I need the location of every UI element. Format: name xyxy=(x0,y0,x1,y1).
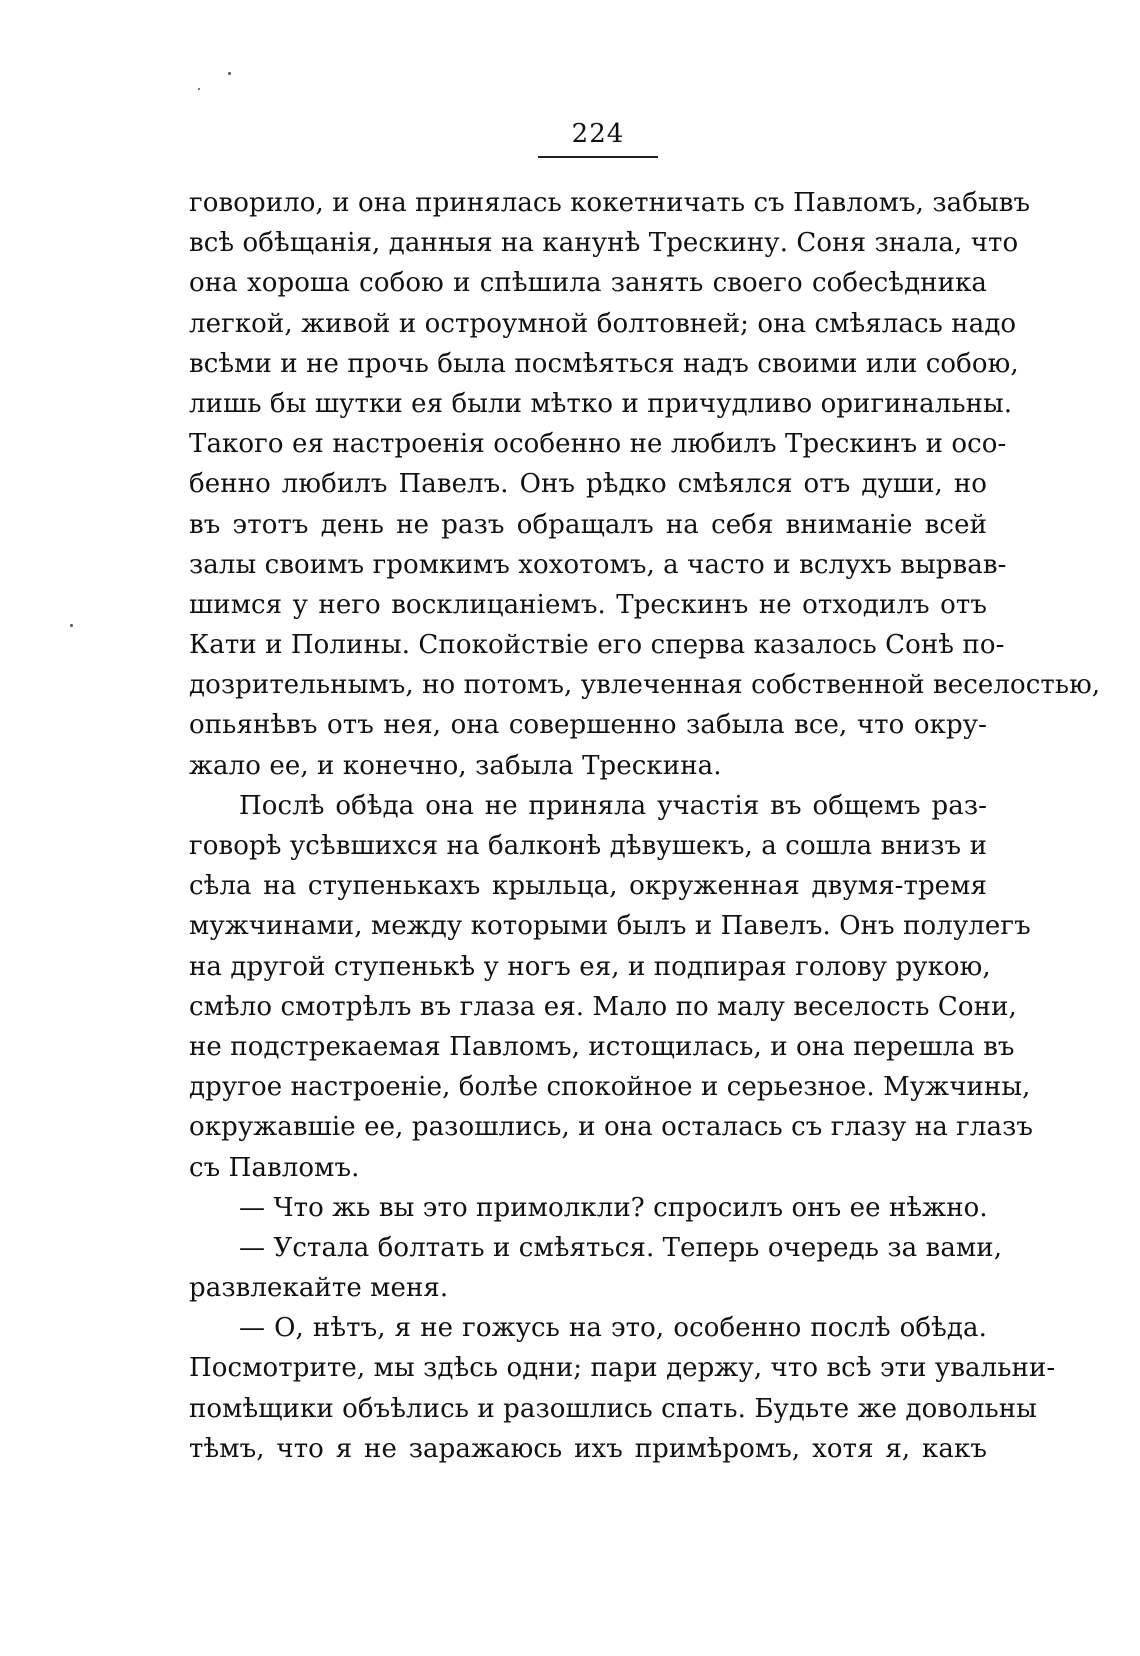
page-header xyxy=(535,118,661,158)
text-line: развлекайте меня. xyxy=(189,1273,449,1304)
text-line: — О, нѣтъ, я не гожусь на это, особенно послѣ обѣда. xyxy=(239,1313,987,1344)
text-line: сѣла на ступенькахъ крыльца, окруженная двумя-тремя xyxy=(189,871,987,902)
text-line: шимся у него восклицаніемъ. Трескинъ не отходилъ отъ xyxy=(189,589,987,620)
text-line: — Устала болтать и смѣяться. Теперь очередь за вами, xyxy=(239,1232,1003,1263)
text-line: опьянѣвъ отъ нея, она совершенно забыла все, что окру- xyxy=(189,710,987,741)
text-line: говорѣ усѣвшихся на балконѣ дѣвушекъ, а сошла внизъ и xyxy=(189,831,987,861)
page-number: 224 xyxy=(571,119,625,149)
text-line: Кати и Полины. Спокойствіе его сперва казалось Сонѣ по- xyxy=(189,630,1005,661)
header-rule xyxy=(538,156,658,158)
text-line: окружавшіе ее, разошлись, и она осталась съ глазу на глазъ xyxy=(189,1112,1034,1143)
text-line: помѣщики объѣлись и разошлись спать. Будьте же довольны xyxy=(189,1393,1037,1424)
text-line: легкой, живой и остроумной болтовней; она смѣялась надо xyxy=(189,308,1017,339)
text-line: съ Павломъ. xyxy=(189,1152,360,1183)
text-line: бенно любилъ Павелъ. Онъ рѣдко смѣялся отъ души, но xyxy=(189,469,987,500)
text-line: Такого ея настроенія особенно не любилъ Трескинъ и осо- xyxy=(189,429,1007,460)
text-line: смѣло смотрѣлъ въ глаза ея. Мало по малу веселость Сони, xyxy=(189,991,1017,1022)
text-line: не подстрекаемая Павломъ, истощилась, и она перешла въ xyxy=(189,1031,1015,1062)
text-line: жало ее, и конечно, забыла Трескина. xyxy=(189,750,722,781)
text-line: мужчинами, между которыми былъ и Павелъ. Онъ полулегъ xyxy=(189,911,1031,942)
text-line: въ этотъ день не разъ обращалъ на себя вниманіе всей xyxy=(189,509,987,540)
text-line: тѣмъ, что я не заражаюсь ихъ примѣромъ, хотя я, какъ xyxy=(189,1433,987,1464)
text-line: на другой ступенькѣ у ногъ ея, и подпирая голову рукою, xyxy=(189,951,991,982)
text-line: всѣ обѣщанія, данныя на канунѣ Трескину. Соня знала, что xyxy=(189,228,1019,259)
text-line: Посмотрите, мы здѣсь одни; пари держу, что всѣ эти увальни- xyxy=(189,1353,1056,1384)
text-line: залы своимъ громкимъ хохотомъ, а часто и вслухъ вырвав- xyxy=(189,549,1007,580)
text-line: она хороша собою и спѣшила занять своего собесѣдника xyxy=(189,268,987,299)
text-line: дозрительнымъ, но потомъ, увлеченная собственной веселостью, xyxy=(189,670,1101,701)
text-line: всѣми и не прочь была посмѣяться надъ своими или собою, xyxy=(189,348,1019,379)
text-line: Послѣ обѣда она не приняла участія въ общемъ раз- xyxy=(239,790,987,821)
scan-speck xyxy=(198,88,200,90)
scan-speck xyxy=(70,624,73,627)
body-text xyxy=(189,183,1101,1469)
scan-speck xyxy=(228,72,231,75)
text-line: другое настроеніе, болѣе спокойное и серьезное. Мужчины, xyxy=(189,1072,1031,1103)
text-line: лишь бы шутки ея были мѣтко и причудливо оригинальны. xyxy=(189,388,1013,419)
text-line: — Что жь вы это примолкли? спросилъ онъ ее нѣжно. xyxy=(239,1192,988,1223)
text-line: говорило, и она принялась кокетничать съ Павломъ, забывъ xyxy=(189,188,1031,218)
